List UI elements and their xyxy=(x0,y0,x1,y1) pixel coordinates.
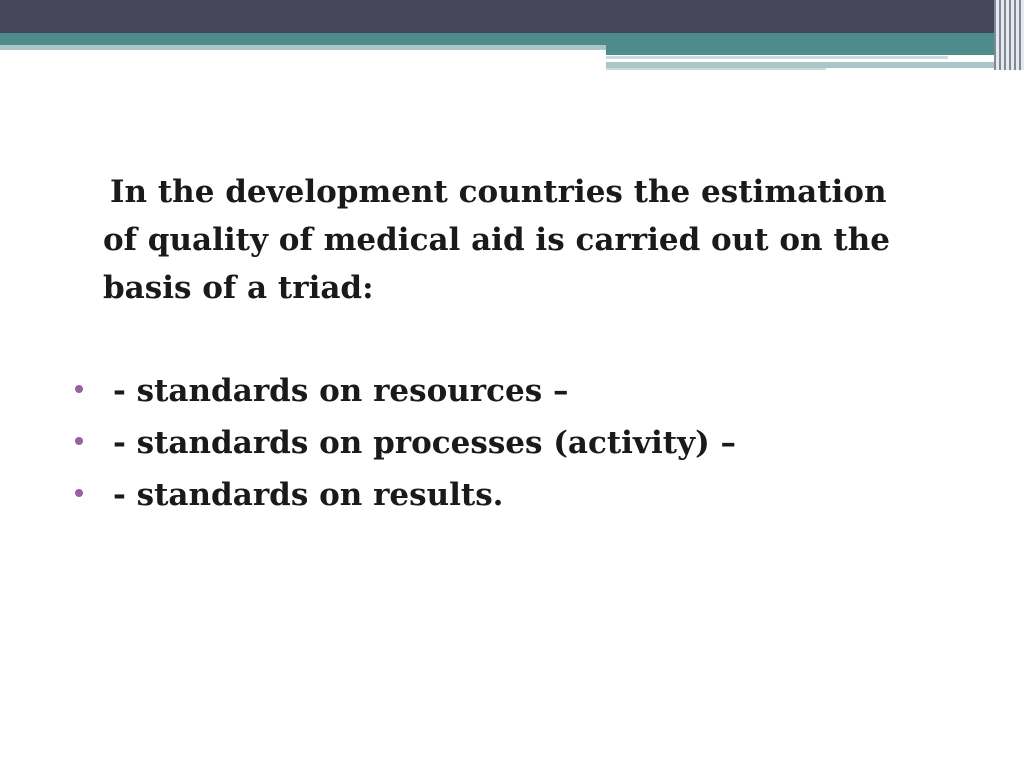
bullet-item-resources xyxy=(75,365,975,417)
bullet-dot-icon xyxy=(75,385,83,393)
bullet-item-results xyxy=(75,469,975,521)
bullet-text: - standards on resources – xyxy=(113,373,569,409)
bullet-dot-icon xyxy=(75,489,83,497)
bullet-dot-icon xyxy=(75,437,83,445)
intro-paragraph: In the development countries the estimation of quality of medical aid is carried out on the basis of a triad: xyxy=(103,174,890,306)
bullet-list xyxy=(75,365,975,521)
bullet-item-processes xyxy=(75,417,975,469)
bullet-text: - standards on results. xyxy=(113,477,504,513)
bullet-text: - standards on processes (activity) – xyxy=(113,425,737,461)
